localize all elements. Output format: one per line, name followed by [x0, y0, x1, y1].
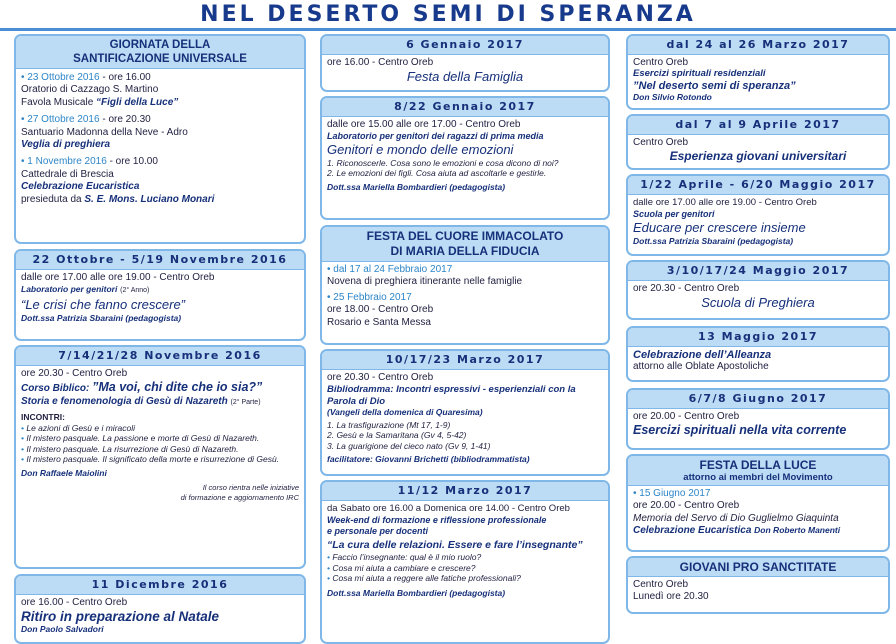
box-giovani: dal 7 al 9 Aprile 2017 Centro Oreb Esperienza giovani universitari [626, 114, 890, 170]
box-header: GIORNATA DELLA SANTIFICAZIONE UNIVERSALE [16, 36, 304, 69]
box-educare: 1/22 Aprile - 6/20 Maggio 2017 dalle ore 17.00 alle ore 19.00 - Centro Oreb Scuola per genitori Educare per crescere insieme Dott.ssa Patrizia Sbaraini (pedagogista) [626, 174, 890, 256]
box-date: 22 Ottobre - 5/19 Novembre 2016 [16, 251, 304, 270]
box-corso: 7/14/21/28 Novembre 2016 ore 20.30 - Centro Oreb Corso Biblico: ”Ma voi, chi dite che io sia?” Storia e fenomenologia di Gesù di Nazareth (2° Parte) INCONTRI: • Le azioni di Gesù e i miracoli • Il mistero pasquale. La passione e morte di Gesù di Nazareth. • Il mistero pasquale. La risurrezione di Gesù di Nazareth. • Il mistero pasquale. Il significato della morte e risurrezione di Gesù. Don Raffaele Maiolini Il corso rientra nelle iniziative di formazione e aggiornamento IRC [14, 345, 306, 569]
box-immacolato: FESTA DEL CUORE IMMACOLATO DI MARIA DELLA FIDUCIA • dal 17 al 24 Febbraio 2017 Novena di preghiera itinerante nelle famiglie • 25 Febbraio 2017 ore 18.00 - Centro Oreb Rosario e Santa Messa [320, 225, 610, 345]
box-sanctitate: GIOVANI PRO SANCTITATE Centro Oreb Lunedì ore 20.30 [626, 556, 890, 614]
box-esercizi-vita: 6/7/8 Giugno 2017 ore 20.00 - Centro Oreb Esercizi spirituali nella vita corrente [626, 388, 890, 450]
title-underline [0, 28, 896, 31]
box-esercizi-residenziali: dal 24 al 26 Marzo 2017 Centro Oreb Esercizi spirituali residenziali ”Nel deserto semi di speranza” Don Silvio Rotondo [626, 34, 890, 110]
box-giornata [14, 34, 306, 244]
box-crisi: 22 Ottobre - 5/19 Novembre 2016 dalle ore 17.00 alle ore 19.00 - Centro Oreb Laboratorio per genitori (2° Anno) “Le crisi che fanno crescere” Dott.ssa Patrizia Sbaraini (pedagogista) [14, 249, 306, 341]
box-bibliodramma: 10/17/23 Marzo 2017 ore 20.30 - Centro Oreb Bibliodramma: Incontri espressivi - esperienziali con la Parola di Dio (Vangeli della domenica di Quaresima) 1. La trasfigurazione (Mt 17, 1-9) 2. Gesù e la Samaritana (Gv 4, 5-42) 3. La guarigione del cieco nato (Gv 9, 1-41) facilitatore: Giovanni Brichetti (bibliodrammatista) [320, 349, 610, 476]
box-docenti: 11/12 Marzo 2017 da Sabato ore 16.00 a Domenica ore 14.00 - Centro Oreb Week-end di formazione e riflessione professionale e personale per docenti “La cura delle relazioni. Essere e fare l’insegnante” • Faccio l’insegnante: qual è il mio ruolo? • Cosa mi aiuta a cambiare e crescere? • Cosa mi aiuta a reggere alle fatiche professionali? Dott.ssa Mariella Bombardieri (pedagogista) [320, 480, 610, 644]
box-body: • 23 Ottobre 2016 - ore 16.00 Oratorio di Cazzago S. Martino Favola Musicale “Figli della Luce” • 27 Ottobre 2016 - ore 20.30 Santuario Madonna della Neve - Adro Veglia di preghiera • 1 Novembre 2016 - ore 10.00 Cattedrale di Brescia Celebrazione Eucaristica presieduta da S. E. Mons. Luciano Monari [21, 72, 215, 205]
box-date: 7/14/21/28 Novembre 2016 [16, 347, 304, 366]
box-preghiera: 3/10/17/24 Maggio 2017 ore 20.30 - Centro Oreb Scuola di Preghiera [626, 260, 890, 320]
box-famiglia: 6 Gennaio 2017 ore 16.00 - Centro Oreb Festa della Famiglia [320, 34, 610, 92]
box-date: 11 Dicembre 2016 [16, 576, 304, 595]
box-genitori: 8/22 Gennaio 2017 dalle ore 15.00 alle ore 17.00 - Centro Oreb Laboratorio per genitori dei ragazzi di prima media Genitori e mondo delle emozioni 1. Riconoscerle. Cosa sono le emozioni e cosa dicono di noi? 2. Le emozioni dei figli. Cosa aiuta ad ascoltarle e gestirle. Dott.ssa Mariella Bombardieri (pedagogista) [320, 96, 610, 220]
box-alleanza: 13 Maggio 2017 Celebrazione dell’Alleanza attorno alle Oblate Apostoliche [626, 326, 890, 382]
page-title: NEL DESERTO SEMI DI SPERANZA [200, 2, 696, 27]
box-ritiro: 11 Dicembre 2016 ore 16.00 - Centro Oreb Ritiro in preparazione al Natale Don Paolo Salvadori [14, 574, 306, 644]
box-festa-luce: FESTA DELLA LUCE attorno ai membri del Movimento • 15 Giugno 2017 ore 20.00 - Centro Oreb Memoria del Servo di Dio Guglielmo Giaquinta Celebrazione Eucaristica Don Roberto Manenti [626, 454, 890, 552]
